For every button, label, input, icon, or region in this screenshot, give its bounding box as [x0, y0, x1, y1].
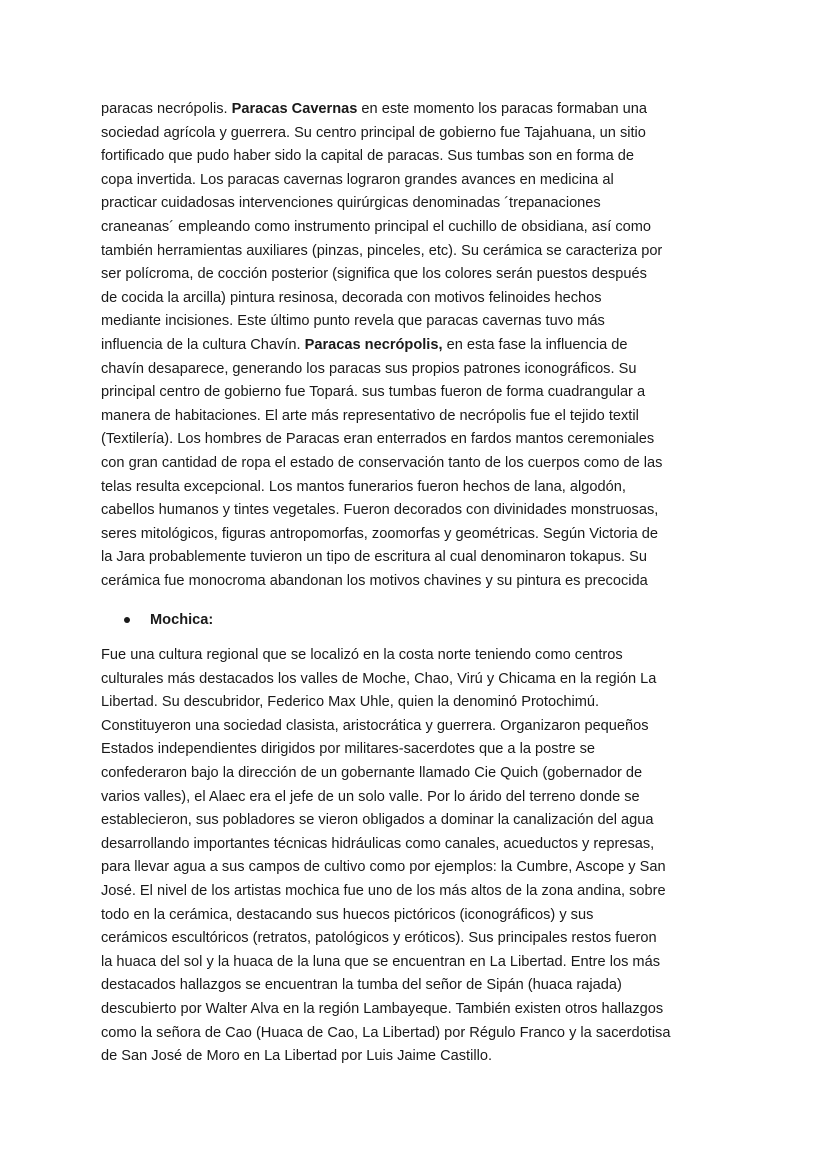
- text-run: Constituyeron una sociedad clasista, aristocrática y guerrera. Organizaron pequeños: [101, 717, 649, 734]
- text-line: [101, 809, 729, 833]
- text-line: [101, 145, 729, 169]
- text-run: con gran cantidad de ropa el estado de conservación tanto de los cuerpos como de las: [101, 454, 663, 471]
- text-run: manera de habitaciones. El arte más representativo de necrópolis fue el tejido textil: [101, 407, 639, 424]
- text-run: chavín desaparece, generando los paracas sus propios patrones iconográficos. Su: [101, 360, 637, 377]
- text-run: Fue una cultura regional que se localizó en la costa norte teniendo como centros: [101, 647, 623, 663]
- text-line: [101, 452, 729, 476]
- text-run: todo en la cerámica, destacando sus huecos pictóricos (iconográficos) y sus: [101, 906, 594, 923]
- text-line: [101, 762, 729, 786]
- text-line: [101, 833, 729, 857]
- text-line: [101, 570, 729, 594]
- text-run: copa invertida. Los paracas cavernas lograron grandes avances en medicina al: [101, 171, 614, 188]
- text-line: [101, 1045, 729, 1069]
- mochica-heading: Mochica:: [150, 612, 214, 628]
- text-line: [101, 240, 729, 264]
- mochica-paragraph: [101, 644, 729, 1069]
- text-line: [101, 546, 729, 570]
- text-run: varios valles), el Alaec era el jefe de un solo valle. Por lo árido del terreno donde se: [101, 788, 640, 805]
- text-line: [101, 216, 729, 240]
- text-run: destacados hallazgos se encuentran la tumba del señor de Sipán (huaca rajada): [101, 977, 622, 994]
- text-line: [101, 738, 729, 762]
- bullet-icon: [124, 617, 130, 623]
- text-line: [101, 668, 729, 692]
- text-line: [101, 263, 729, 287]
- text-line: [101, 998, 729, 1022]
- bold-term: Paracas necrópolis,: [304, 336, 443, 353]
- text-run: craneanas´ empleando como instrumento principal el cuchillo de obsidiana, así como: [101, 218, 652, 235]
- text-line: [101, 122, 729, 146]
- text-run: seres mitológicos, figuras antropomorfas, zoomorfas y geométricas. Según Victoria de: [101, 525, 658, 542]
- text-line: [101, 334, 729, 358]
- text-line: [101, 169, 729, 193]
- text-line: [101, 499, 729, 523]
- text-line: [101, 381, 729, 405]
- text-line: [101, 523, 729, 547]
- text-run: Libertad. Su descubridor, Federico Max Uhle, quien la denominó Protochimú.: [101, 694, 600, 711]
- text-run: culturales más destacados los valles de Moche, Chao, Virú y Chicama en la región La: [101, 670, 657, 687]
- text-run: practicar cuidadosas intervenciones quirúrgicas denominadas ´trepanaciones: [101, 195, 601, 212]
- text-line: [101, 1022, 729, 1046]
- text-line: [101, 691, 729, 715]
- text-line: [101, 715, 729, 739]
- text-run: influencia de la cultura Chavín.: [101, 336, 305, 353]
- text-run: para llevar agua a sus campos de cultivo como por ejemplos: la Cumbre, Ascope y San: [101, 859, 666, 876]
- text-line: [101, 310, 729, 334]
- text-run: la huaca del sol y la huaca de la luna que se encuentran en La Libertad. Entre los más: [101, 953, 660, 970]
- text-line: [101, 644, 729, 668]
- text-run: mediante incisiones. Este último punto revela que paracas cavernas tuvo más: [101, 313, 605, 330]
- text-run: también herramientas auxiliares (pinzas, pinceles, etc). Su cerámica se caracteriza por: [101, 242, 663, 259]
- text-run: José. El nivel de los artistas mochica fue uno de los más altos de la zona andina, sobre: [101, 882, 666, 899]
- text-run: de San José de Moro en La Libertad por Luis Jaime Castillo.: [101, 1048, 493, 1065]
- mochica-bullet-item: [124, 608, 213, 632]
- text-line: [101, 98, 729, 122]
- text-run: cabellos humanos y tintes vegetales. Fueron decorados con divinidades monstruosas,: [101, 502, 659, 519]
- bold-term: Paracas Cavernas: [231, 101, 358, 117]
- text-run: establecieron, sus pobladores se vieron obligados a dominar la canalización del agua: [101, 812, 654, 829]
- text-run: telas resulta excepcional. Los mantos funerarios fueron hechos de lana, algodón,: [101, 478, 626, 495]
- text-line: [101, 880, 729, 904]
- text-line: [101, 856, 729, 880]
- text-line: [101, 476, 729, 500]
- text-run: descubierto por Walter Alva en la región Lambayeque. También existen otros hallazgos: [101, 1000, 664, 1017]
- text-run: confederaron bajo la dirección de un gobernante llamado Cie Quich (gobernador de: [101, 764, 643, 781]
- text-run: sociedad agrícola y guerrera. Su centro principal de gobierno fue Tajahuana, un sitio: [101, 124, 646, 141]
- text-run: ser polícroma, de cocción posterior (significa que los colores serán puestos después: [101, 266, 647, 283]
- text-line: [101, 287, 729, 311]
- text-run: cerámicos escultóricos (retratos, patológicos y eróticos). Sus principales restos fueron: [101, 930, 657, 947]
- text-line: [101, 192, 729, 216]
- text-run: paracas necrópolis.: [101, 101, 232, 117]
- text-run: desarrollando importantes técnicas hidráulicas como canales, acueductos y represas,: [101, 835, 655, 852]
- text-run: cerámica fue monocroma abandonan los motivos chavines y su pintura es precocida: [101, 572, 648, 589]
- text-line: [101, 974, 729, 998]
- text-line: [101, 927, 729, 951]
- paracas-paragraph: [101, 98, 729, 593]
- text-run: en este momento los paracas formaban una: [357, 101, 647, 117]
- text-line: [101, 951, 729, 975]
- text-run: la Jara probablemente tuvieron un tipo de escritura al cual denominaron tokapus. Su: [101, 549, 647, 566]
- text-run: de cocida la arcilla) pintura resinosa, decorada con motivos felinoides hechos: [101, 289, 602, 306]
- text-run: Estados independientes dirigidos por militares-sacerdotes que a la postre se: [101, 741, 596, 758]
- text-line: [101, 428, 729, 452]
- text-run: como la señora de Cao (Huaca de Cao, La Libertad) por Régulo Franco y la sacerdotisa: [101, 1024, 671, 1041]
- text-line: [101, 405, 729, 429]
- text-run: (Textilería). Los hombres de Paracas eran enterrados en fardos mantos ceremoniales: [101, 431, 655, 448]
- text-line: [101, 786, 729, 810]
- text-run: en esta fase la influencia de: [442, 336, 628, 353]
- text-line: [101, 358, 729, 382]
- text-line: [101, 904, 729, 928]
- text-run: fortificado que pudo haber sido la capital de paracas. Sus tumbas son en forma de: [101, 148, 634, 165]
- text-run: principal centro de gobierno fue Topará. sus tumbas fueron de forma cuadrangular a: [101, 384, 646, 401]
